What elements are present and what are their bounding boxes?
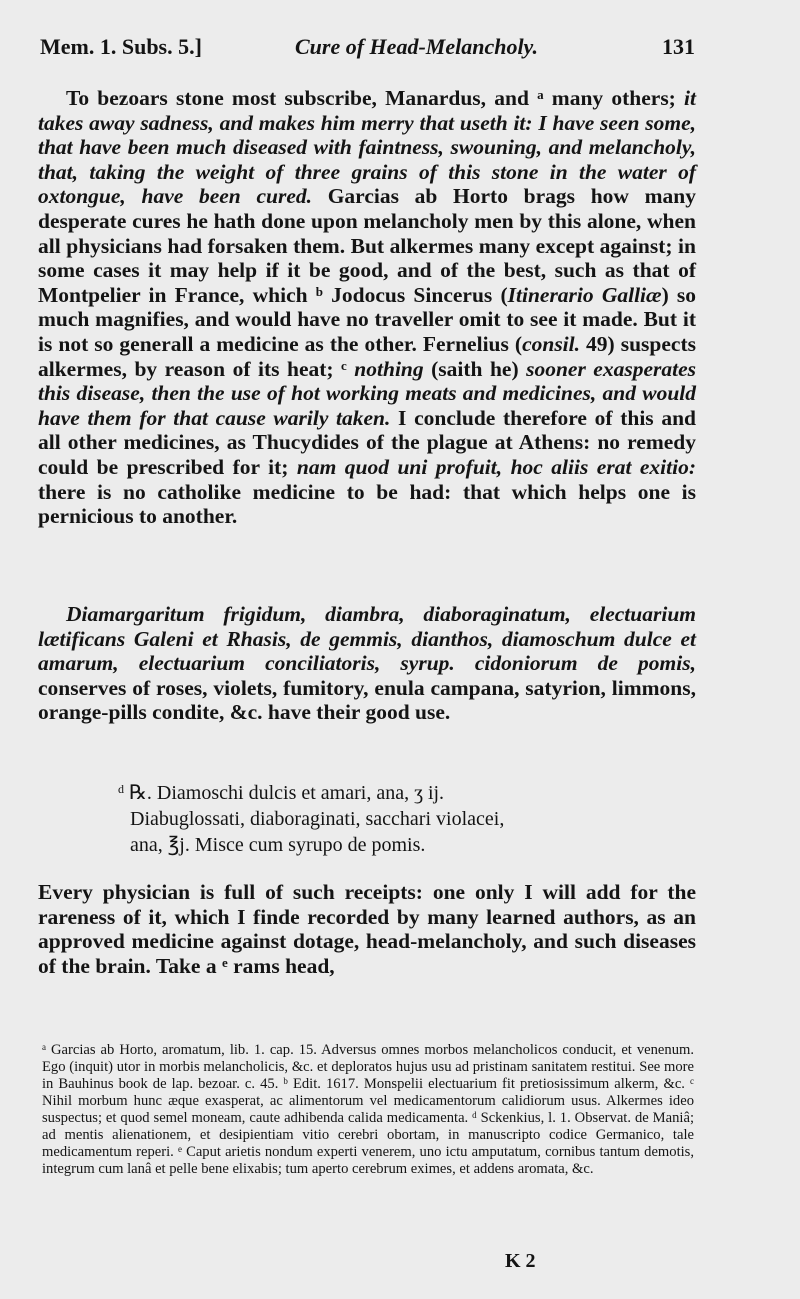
running-header: [40, 30, 695, 66]
footnote-ref-d[interactable]: d: [118, 782, 124, 796]
paragraph-receipts: [38, 880, 696, 978]
text-run: 49) suspects alkermes, by reason of its heat;: [38, 331, 696, 381]
italic-title: Itinerario Galliæ: [507, 282, 662, 307]
signature-mark: K 2: [505, 1250, 536, 1272]
footnotes: [42, 1042, 694, 1178]
italic-reference: consil.: [522, 331, 581, 356]
text-run: I conclude therefore of this and all other medicines, as Thucydides of the plague at Athens: no remedy could be prescribed for it;: [38, 405, 696, 479]
text-run: ) so much magnifies, and would have no traveller omit to see it made. But it is not so generall a medicine as the other. Fernelius (: [38, 282, 697, 356]
footnote-ref-b[interactable]: b: [315, 283, 323, 299]
footnote-mark-a: a: [42, 1042, 46, 1052]
recipe-line: [118, 780, 598, 806]
italic-quote: nothing: [346, 356, 424, 381]
footnote-ref-e[interactable]: e: [221, 954, 228, 970]
footnote-mark-d: d: [472, 1110, 477, 1120]
recipe-block: [118, 780, 598, 858]
text-run: conserves of roses, violets, fumitory, enula campana, satyrion, limmons, orange-pills condite, &c. have their good use.: [38, 675, 696, 725]
footnote-mark-e: e: [177, 1144, 182, 1154]
footnote-ref-c[interactable]: c: [341, 357, 347, 373]
text-run: Jodocus Sincerus (: [323, 282, 508, 307]
italic-medicine-list: Diamargaritum frigidum, diambra, diaboraginatum, electuarium lætificans Galeni et Rhasis, de gemmis, dianthos, diamoschum dulce et amarum, electuarium conciliatoris, syrup. cidoniorum de pomis,: [38, 602, 696, 676]
text-run: many others;: [543, 86, 685, 110]
paragraph-bezoar: [38, 86, 696, 529]
footnote-c: Nihil morbum hunc æque exasperat, ac alimentorum vel medicamentorum calidiorum usus. Alkermes ideo suspectus; et quod semel moneam, caute adhibenda calida medicamenta.: [42, 1093, 694, 1126]
footnote-b: Edit. 1617. Monspelii electuarium fit pretiosissimum alkerm, &c.: [287, 1076, 690, 1092]
footnote-d: Sckenkius, l. 1. Observat. de Maniâ; ad mentis alienationem, et desipientiam vitio cerebri obortam, in manuscripto codice Germanico, tale medicamentum reperi.: [42, 1110, 694, 1160]
page-number: 131: [662, 34, 695, 59]
italic-quote: nam quod uni profuit, hoc aliis erat exitio:: [296, 454, 697, 479]
text-run: To bezoars stone most subscribe, Manardus, and: [66, 86, 538, 110]
text-run: rams head,: [227, 953, 335, 978]
footnote-a: Garcias ab Horto, aromatum, lib. 1. cap. 15. Adversus omnes morbos melancholicos conducit, et venenum. Ego (inquit) utor in morbis melancholicis, &c. et deploratos hujus usu ad pristinam sanitatem restitui. See more in Bauhinus book de lap. bezoar. c. 45.: [42, 1042, 694, 1092]
recipe-line-3: ana, ℥j. Misce cum syrupo de pomis.: [130, 834, 426, 856]
section-reference: Mem. 1. Subs. 5.]: [40, 34, 202, 59]
italic-quote: it takes away sadness, and makes him merry that useth it: I have seen some, that have been much diseased with faintness, swouning, and melancholy, that, taking the weight of three grains of this stone in the water of oxtongue, have been cured.: [38, 86, 696, 209]
recipe-line-1: ℞. Diamoschi dulcis et amari, ana, ʒ ij.: [129, 782, 445, 804]
text-run: there is no catholike medicine to be had: that which helps one is pernicious to another.: [38, 479, 696, 529]
text-run: Garcias ab Horto brags how many desperate cures he hath done upon melancholy men by this alone, when all physicians had forsaken them. But alkermes many except against; in some cases it may help if it be good, and of the best, such as that of Montpelier in France, which: [38, 184, 696, 307]
paragraph-medicines: [38, 602, 696, 725]
text-run: Every physician is full of such receipts: one only I will add for the rareness of it, which I finde recorded by many learned authors, as an approved medicine against dotage, head-melancholy, and such diseases of the brain. Take a: [38, 880, 696, 978]
footnote-ref-a[interactable]: a: [537, 87, 544, 102]
italic-quote: sooner exasperates this disease, then the use of hot working meats and medicines, and would have them for that cause warily taken.: [38, 356, 697, 430]
footnote-e: Caput arietis nondum experti venerem, uno ictu amputatum, cornibus tantum demotis, integrum cum lanâ et pelle bene elixabis; tum aperto cerebrum eximes, et addens aromata, &c.: [42, 1144, 695, 1177]
footnote-mark-b: b: [283, 1076, 288, 1086]
running-title: Cure of Head-Melancholy.: [295, 34, 538, 59]
recipe-line-2: Diabuglossati, diaboraginati, sacchari violacei,: [130, 808, 505, 830]
text-run: (saith he): [423, 356, 527, 381]
footnote-mark-c: c: [690, 1076, 694, 1086]
